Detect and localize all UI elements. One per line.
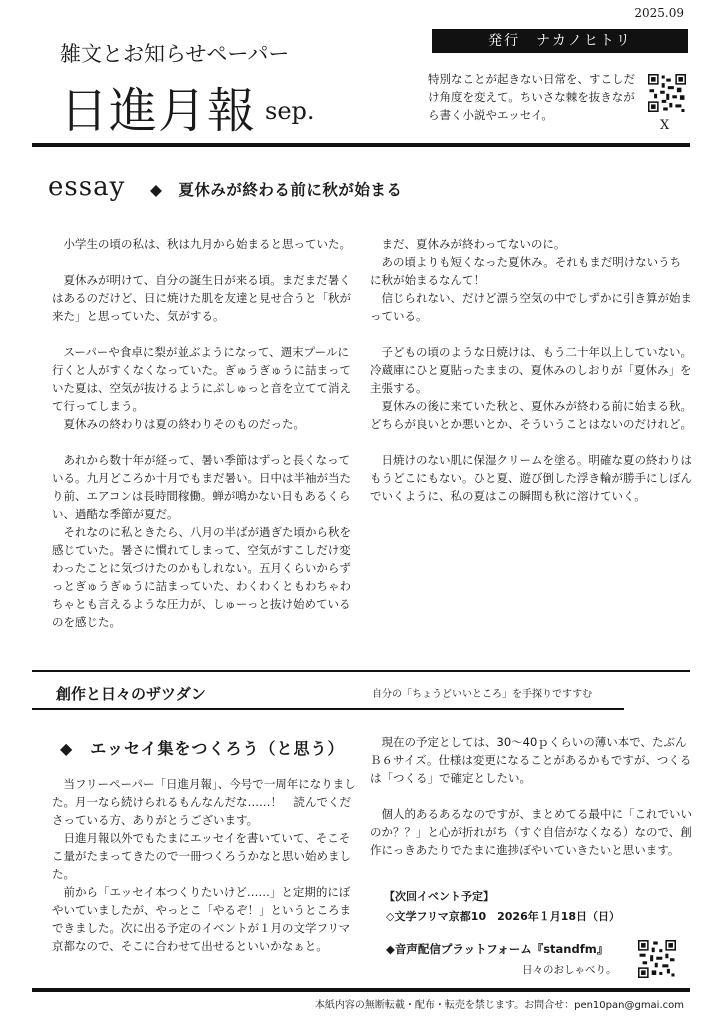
paragraph: 夏休みが明けて、自分の誕生日が来る頃。まだまだ暑くはあるのだけど、日に焼けた肌を友達と見せ合うと「秋が来た」と思っていた、気がする。 (52, 273, 351, 323)
paragraph: 信じられない、だけど漂う空気の中でしずかに引き算が始まっている。 (370, 291, 692, 323)
paper-title: 日進月報 (60, 83, 257, 139)
paragraph: それなのに私ときたら、八月の半ばが過ぎた頃から秋を感じていた。暑さに慣れてしまって、空気がすこしだけ変わったことに気づけたのかもしれない。五月くらいからずっとぎゅうぎゅうに詰まっていた、わくわくともわちゃわちゃとも言えるような圧力が、しゅーっと抜け始めているのを感じた。 (52, 525, 351, 629)
paragraph: スーパーや食卓に梨が並ぶようになって、週末プールに行くと人がすくなくなっていた。ぎゅうぎゅうに詰まっていた夏は、空気が抜けるようにぷしゅっと音を立てて消えて行ってしまう。 (52, 345, 351, 413)
paragraph: 個人的あるあるなのですが、まとめてる最中に「これでいいのか？？」と心が折れがち（すぐ自信がなくなる）なので、創作にっきあたりでたまに進捗ぼやいていきたいと思います。 (370, 807, 692, 857)
standfm-subtitle: 日々のおしゃべり。 (522, 964, 617, 976)
standfm-qr-code-icon[interactable] (638, 940, 676, 978)
issue-month: sep. (265, 97, 315, 125)
paragraph: 現在の予定としては、30〜40ｐくらいの薄い本で、たぶんＢ６サイズ。仕様は変更になることがあるかもですが、つくるは「つくる」で確定としたい。 (370, 735, 692, 785)
standfm-title: ◆音声配信プラットフォーム『standfm』 (386, 942, 609, 956)
essay-label: essay (48, 172, 126, 202)
qr-x-label: X (660, 118, 670, 133)
essay2-title: ◆ エッセイ集をつくろう（と思う） (60, 739, 345, 758)
header-divider (32, 143, 690, 147)
footer-notice: 本紙内容の無断転載・配布・転売を禁じます。お問合せ：pen10pan@gmai.com (314, 1000, 684, 1011)
event-heading: 【次回イベント予定】 (384, 890, 494, 903)
event-detail: ◇文学フリマ京都10 2026年１月18日（日） (386, 910, 621, 923)
issue-date: 2025.09 (634, 6, 684, 20)
essay-title: ◆ 夏休みが終わる前に秋が始まる (150, 181, 403, 199)
section-divider (32, 670, 690, 672)
paragraph: 夏休みの後に来ていた秋と、夏休みが終わる前に始まる秋。どちらが良いとか悪いとか、そういうことはないのだけれど。 (370, 399, 692, 431)
section-title: 創作と日々のザツダン (56, 685, 206, 703)
paragraph: 夏休みの終わりは夏の終わりそのものだった。 (63, 417, 305, 431)
essay-right-column (370, 235, 692, 505)
essay2-right-column (370, 733, 692, 859)
essay-left-column (52, 235, 356, 631)
paragraph: あの頃よりも短くなった夏休み。それもまだ明けないうちに秋が始まるなんて！ (370, 255, 682, 287)
paragraph: 小学生の頃の私は、秋は九月から始まると思っていた。 (63, 237, 351, 251)
paragraph: 日焼けのない肌に保湿クリームを塗る。明確な夏の終わりはもうどこにもない。ひと夏、遊び倒した浮き輪が勝手にしぼんでいくように、私の夏はこの瞬間も秋に溶けていく。 (370, 453, 692, 503)
qr-code-icon[interactable] (648, 74, 686, 112)
footer-divider (32, 988, 690, 992)
paragraph: 子どもの頃のような日焼けは、もう二十年以上していない。冷蔵庫にひと夏貼ったままの、夏休みのしおりが「夏休み」を主張する。 (370, 345, 692, 395)
paragraph: 日進月報以外でもたまにエッセイを書いていて、そこそこ量がたまってきたので一冊つくろうかなと思い始めました。 (52, 831, 351, 881)
paper-subtitle: 雑文とお知らせペーパー (60, 42, 290, 66)
essay2-left-column (52, 775, 356, 955)
section-underline (32, 708, 624, 710)
paragraph: 当フリーペーパー「日進月報」、今号で一周年になりました。月一なら続けられるもんなんだな……！ 読んでくださっている方、ありがとうございます。 (52, 777, 356, 827)
publisher-badge: 発行 ナカノヒトリ (432, 29, 688, 53)
paragraph: まだ、夏休みが終わってないのに。 (381, 237, 566, 251)
section-note: 自分の「ちょうどいいところ」を手探りですすむ (372, 689, 593, 700)
paper-description: 特別なことが起きない日常を、すこしだけ角度を変えて。ちいさな棘を抜きながら書く小説やエッセイ。 (428, 72, 635, 122)
paragraph: 前から「エッセイ本つくりたいけど……」と定期的にぼやいていましたが、やっとこ「やるぞ！」というところまできました。次に出る予定のイベントが１月の文学フリマ京都なので、そこに合わせて出せるといいかなぁと。 (52, 885, 351, 953)
paragraph: あれから数十年が経って、暑い季節はずっと長くなっている。九月どころか十月でもまだ暑い。日中は半袖が当たり前、エアコンは長時間稼働。蝉が鳴かない日もあるくらい、過酷な季節が夏だ。 (52, 453, 351, 521)
